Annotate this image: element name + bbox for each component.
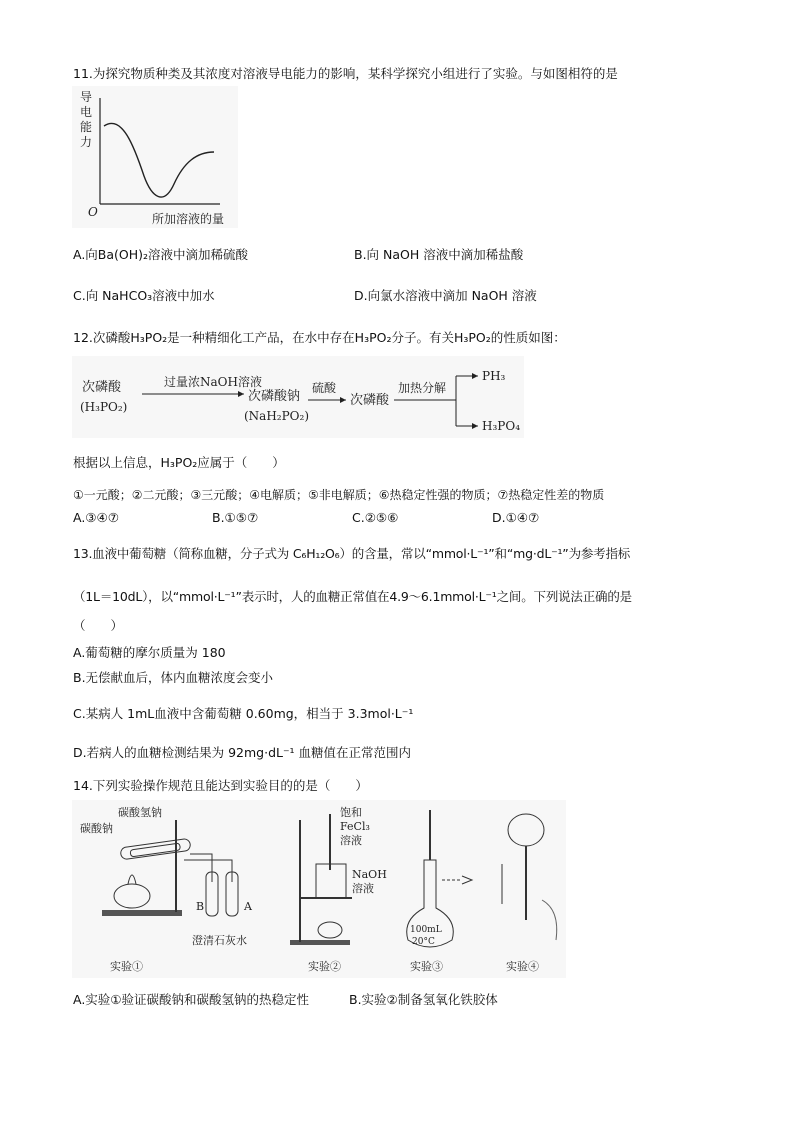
exp1-caption: 实验① — [110, 960, 143, 973]
flow-product-2: H₃PO₄ — [482, 419, 520, 433]
exp2-naoh-line-1: NaOH — [352, 868, 387, 881]
flow-branch-down-head — [472, 423, 478, 429]
exp1-label-sodium-carbonate: 碳酸钠 — [80, 822, 113, 835]
q11-option-c: C.向 NaHCO₃溶液中加水 — [73, 288, 215, 303]
flow-arrow-2-head — [340, 397, 346, 403]
exp3-caption: 实验③ — [410, 960, 443, 973]
exp1-limewater-label: 澄清石灰水 — [192, 934, 247, 947]
q12-items: ①一元酸；②二元酸；③三元酸；④电解质；⑤非电解质；⑥热稳定性强的物质；⑦热稳定性差的物质 — [73, 488, 605, 502]
exp2-naoh-line-2: 溶液 — [352, 882, 374, 895]
exp1-tube-a-pipe — [184, 860, 232, 882]
q11-stem: 11.为探究物质种类及其浓度对溶液导电能力的影响，某科学探究小组进行了实验。与如图相符的是 — [73, 66, 618, 81]
q13-line-3: （ ） — [73, 618, 124, 633]
exp4-caption: 实验④ — [506, 960, 539, 973]
exp1-flame — [128, 875, 136, 884]
q12-stem: 12.次磷酸H₃PO₂是一种精细化工产品，在水中存在H₃PO₂分子。有关H₃PO₂的性质如图： — [73, 330, 566, 345]
exp2-fecl3-line-3: 溶液 — [340, 834, 362, 847]
q11-option-b: B.向 NaOH 溶液中滴加稀盐酸 — [354, 247, 524, 262]
q14-option-a: A.实验①验证碳酸钠和碳酸氢钠的热稳定性 — [73, 992, 310, 1007]
flow-product-1: PH₃ — [482, 369, 506, 383]
q11-graph — [72, 86, 238, 228]
exp2-caption: 实验② — [308, 960, 341, 973]
exp2-burner — [318, 922, 342, 938]
q13-line-1: 13.血液中葡萄糖（简称血糖，分子式为 C₆H₁₂O₆）的含量，常以“mmol·L⁻¹”和“mg·dL⁻¹”为参考指标 — [73, 546, 631, 561]
origin-label: O — [88, 205, 98, 219]
apparatus-svg — [72, 800, 566, 978]
flow-node-3: 次磷酸 — [350, 393, 390, 408]
y-label-2: 电 — [80, 105, 93, 119]
q14-option-b: B.实验②制备氢氧化铁胶体 — [349, 992, 498, 1007]
flow-branch-up-head — [472, 373, 478, 379]
x-axis-label: 所加溶液的量 — [152, 212, 225, 226]
experiment-2 — [290, 805, 387, 973]
experiment-3 — [407, 810, 472, 973]
y-label-4: 力 — [80, 135, 93, 149]
q11-option-a: A.向Ba(OH)₂溶液中滴加稀硫酸 — [73, 247, 249, 262]
q12-option-a: A.③④⑦ — [73, 510, 119, 525]
exp2-fecl3-line-1: 饱和 — [340, 806, 362, 819]
exp1-tube-b-pipe — [190, 854, 212, 882]
conductivity-curve — [104, 123, 214, 197]
q13-option-b: B.无偿献血后，体内血糖浓度会变小 — [73, 670, 274, 685]
exp1-tube-a-label: A — [244, 900, 252, 913]
q12-option-d: D.①④⑦ — [492, 510, 540, 525]
exp4-separatory-funnel — [508, 814, 544, 846]
flow-arrow-3-label: 加热分解 — [398, 381, 447, 395]
q13-option-c: C.某病人 1mL血液中含葡萄糖 0.60mg，相当于 3.3mol·L⁻¹ — [73, 706, 414, 721]
flow-node-1-formula: (H₃PO₂) — [80, 400, 128, 414]
q14-apparatus-figure — [72, 800, 566, 978]
flow-node-2: 次磷酸钠 — [248, 389, 301, 404]
exp1-stand-base — [102, 910, 182, 916]
q12-prompt: 根据以上信息，H₃PO₂应属于（ ） — [73, 455, 285, 470]
exp4-hand — [542, 900, 557, 940]
q12-option-b: B.①⑤⑦ — [212, 510, 259, 525]
flow-arrow-1-head — [238, 391, 244, 397]
exp1-label-sodium-bicarbonate: 碳酸氢钠 — [118, 806, 162, 819]
q13-option-a: A.葡萄糖的摩尔质量为 180 — [73, 645, 226, 660]
exp1-burner — [114, 884, 150, 908]
q13-option-d: D.若病人的血糖检测结果为 92mg·dL⁻¹ 血糖值在正常范围内 — [73, 745, 412, 760]
conductivity-graph — [72, 86, 238, 228]
experiment-4 — [502, 814, 557, 973]
q13-line-2: （1L＝10dL），以“mmol·L⁻¹”表示时，人的血糖正常值在4.9～6.1mmol·L⁻¹之间。下列说法正确的是 — [73, 589, 632, 604]
flowchart-svg — [72, 356, 524, 438]
flow-arrow-2-label: 硫酸 — [312, 381, 337, 395]
q12-flowchart — [72, 356, 524, 438]
q12-option-c: C.②⑤⑥ — [352, 510, 399, 525]
experiment-1 — [80, 805, 253, 973]
flow-node-2-formula: (NaH₂PO₂) — [244, 409, 310, 423]
flow-node-1: 次磷酸 — [82, 380, 122, 395]
exp1-tube-b-label: B — [196, 900, 205, 913]
flow-arrow-1-label: 过量浓NaOH溶液 — [164, 375, 262, 389]
exp3-flask-temp: 20°C — [412, 937, 435, 947]
exp3-eye-icon — [462, 876, 472, 884]
exp2-fecl3-line-2: FeCl₃ — [340, 820, 370, 833]
q14-stem: 14.下列实验操作规范且能达到实验目的的是（ ） — [73, 778, 368, 793]
y-label-3: 能 — [80, 120, 93, 134]
q11-option-d: D.向氯水溶液中滴加 NaOH 溶液 — [354, 288, 537, 303]
y-label-1: 导 — [80, 90, 93, 104]
exp3-flask-volume: 100mL — [410, 925, 442, 935]
